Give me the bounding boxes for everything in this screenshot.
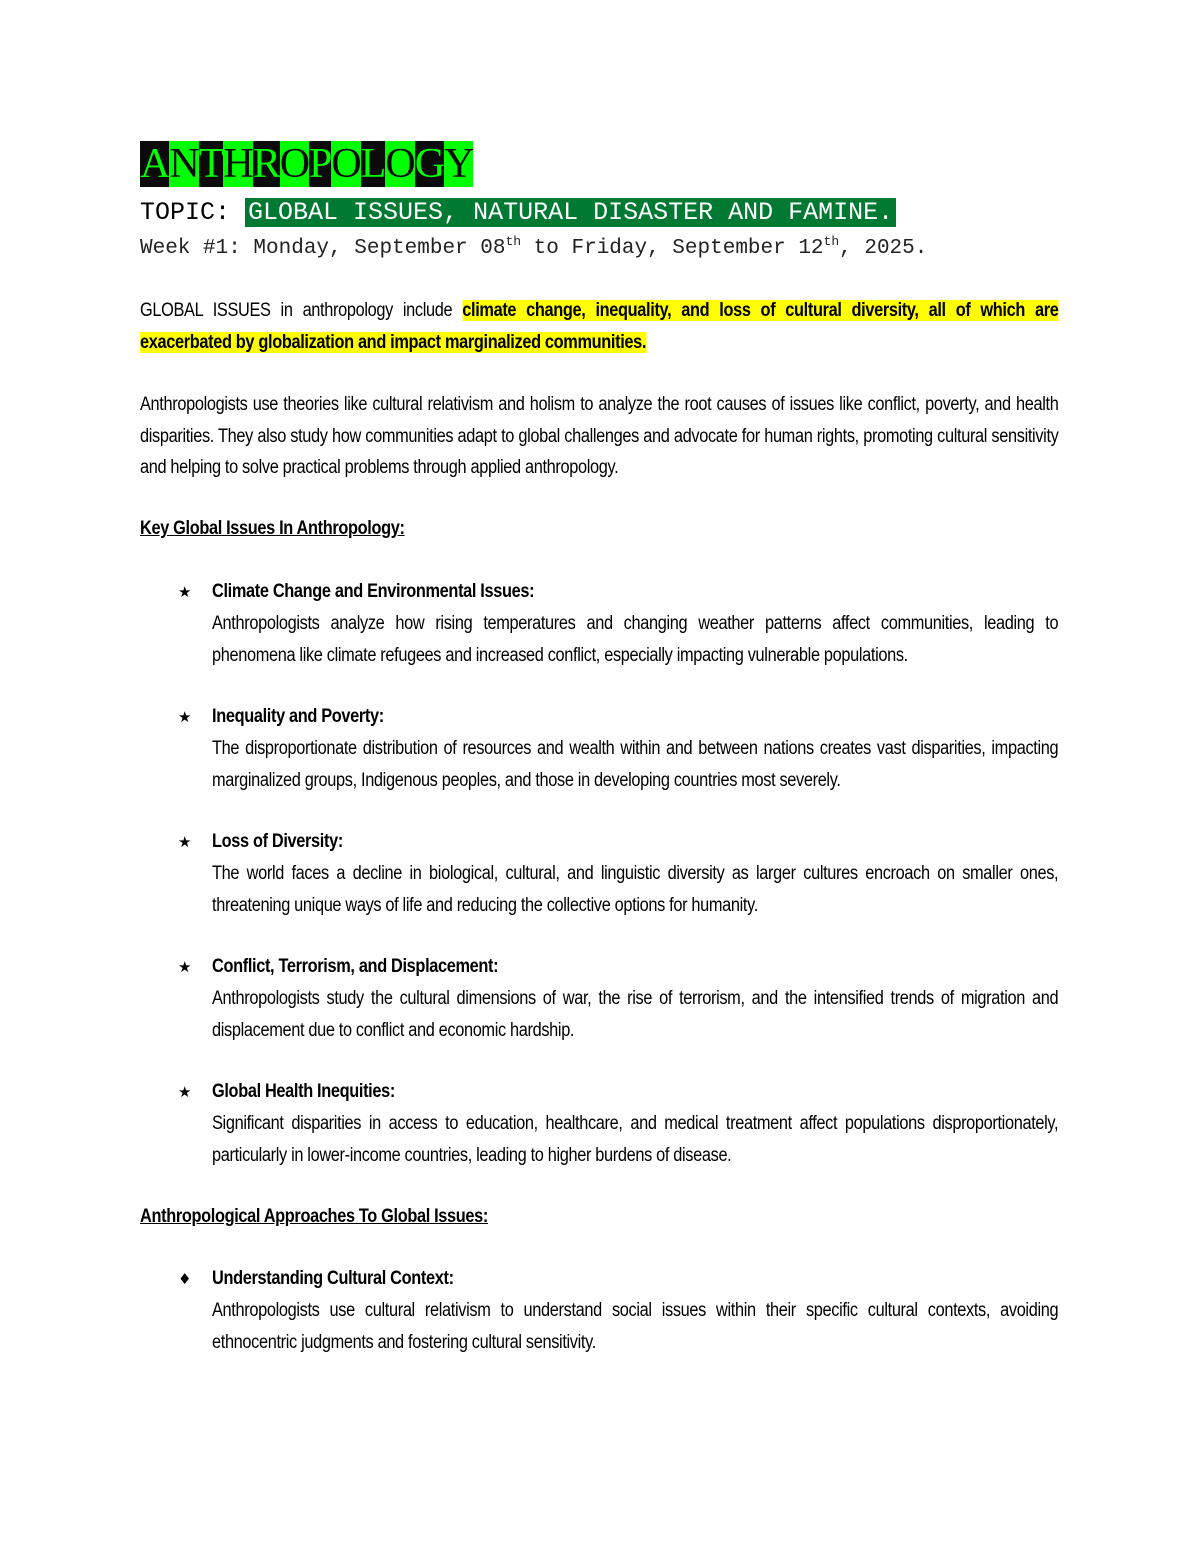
diamond-bullet-icon: ♦ [178, 1270, 192, 1288]
title-char: Y [444, 141, 474, 187]
title-char: O [385, 141, 415, 187]
list-item-title: Conflict, Terrorism, and Displacement: [212, 956, 499, 977]
title-char: N [169, 141, 199, 187]
topic-label: TOPIC: [140, 198, 231, 227]
list-item-title: Understanding Cultural Context: [212, 1268, 454, 1289]
title-char: H [223, 141, 253, 187]
title-char: P [309, 141, 332, 187]
title-char: L [360, 141, 386, 187]
section-heading-approaches: Anthropological Approaches To Global Issues: [140, 1206, 489, 1227]
intro-paragraph [140, 295, 1058, 358]
list-item-body: Anthropologists analyze how rising temperatures and changing weather patterns affect communities, leading to phenomena like climate refugees and increased conflict, especially impacting vulnerable populations. [212, 613, 1059, 666]
star-bullet-icon: ★ [178, 833, 192, 851]
intro-highlight: climate change, inequality, and loss of cultural diversity, all of which are exacerbated by globalization and impact marginalized communities. [140, 300, 1059, 353]
week-sup-2: th [823, 234, 840, 249]
list-item-body: Significant disparities in access to education, healthcare, and medical treatment affect populations disproportionately, particularly in lower-income countries, leading to higher burdens of disease. [212, 1113, 1059, 1166]
section-heading-key-issues: Key Global Issues In Anthropology: [140, 518, 405, 539]
week-suffix: , 2025. [839, 237, 928, 260]
list-item-title: Inequality and Poverty: [212, 706, 384, 727]
week-prefix: Week #1: Monday, September 08 [140, 237, 506, 260]
list-item-body: Anthropologists use cultural relativism to understand social issues within their specific cultural contexts, avoiding ethnocentric judgments and fostering cultural sensitivity. [212, 1300, 1059, 1353]
star-bullet-icon: ★ [178, 583, 192, 601]
list-item-body: The world faces a decline in biological, cultural, and linguistic diversity as larger cultures encroach on smaller ones, threatening unique ways of life and reducing the collective options for humanity. [212, 863, 1059, 916]
week-line [140, 234, 927, 264]
document-title [140, 140, 473, 188]
list-item-title: Global Health Inequities: [212, 1081, 395, 1102]
star-bullet-icon: ★ [178, 958, 192, 976]
title-char: G [414, 141, 445, 187]
topic-line [140, 195, 896, 231]
list-item-title: Loss of Diversity: [212, 831, 343, 852]
title-char: T [198, 141, 224, 187]
title-char: O [279, 141, 310, 187]
star-bullet-icon: ★ [178, 708, 192, 726]
list-item-body: The disproportionate distribution of resources and wealth within and between nations creates vast disparities, impacting marginalized groups, Indigenous peoples, and those in developing countries most severely. [212, 738, 1059, 791]
title-char: R [252, 141, 280, 187]
list-item-title: Climate Change and Environmental Issues: [212, 581, 535, 602]
topic-highlight: GLOBAL ISSUES, NATURAL DISASTER AND FAMINE. [245, 198, 896, 227]
week-middle: to Friday, September 12 [521, 237, 824, 260]
title-char: A [140, 141, 170, 187]
list-item-body: Anthropologists study the cultural dimensions of war, the rise of terrorism, and the intensified trends of migration and displacement due to conflict and economic hardship. [212, 988, 1059, 1041]
title-char: O [331, 141, 361, 187]
intro-plain: GLOBAL ISSUES in anthropology include [140, 300, 463, 321]
star-bullet-icon: ★ [178, 1083, 192, 1101]
week-sup-1: th [505, 234, 522, 249]
paragraph-2: Anthropologists use theories like cultural relativism and holism to analyze the root causes of issues like conflict, poverty, and health disparities. They also study how communities adapt to global challenges and advocate for human rights, promoting cultural sensitivity and helping to solve practical problems through applied anthropology. [140, 394, 1059, 478]
